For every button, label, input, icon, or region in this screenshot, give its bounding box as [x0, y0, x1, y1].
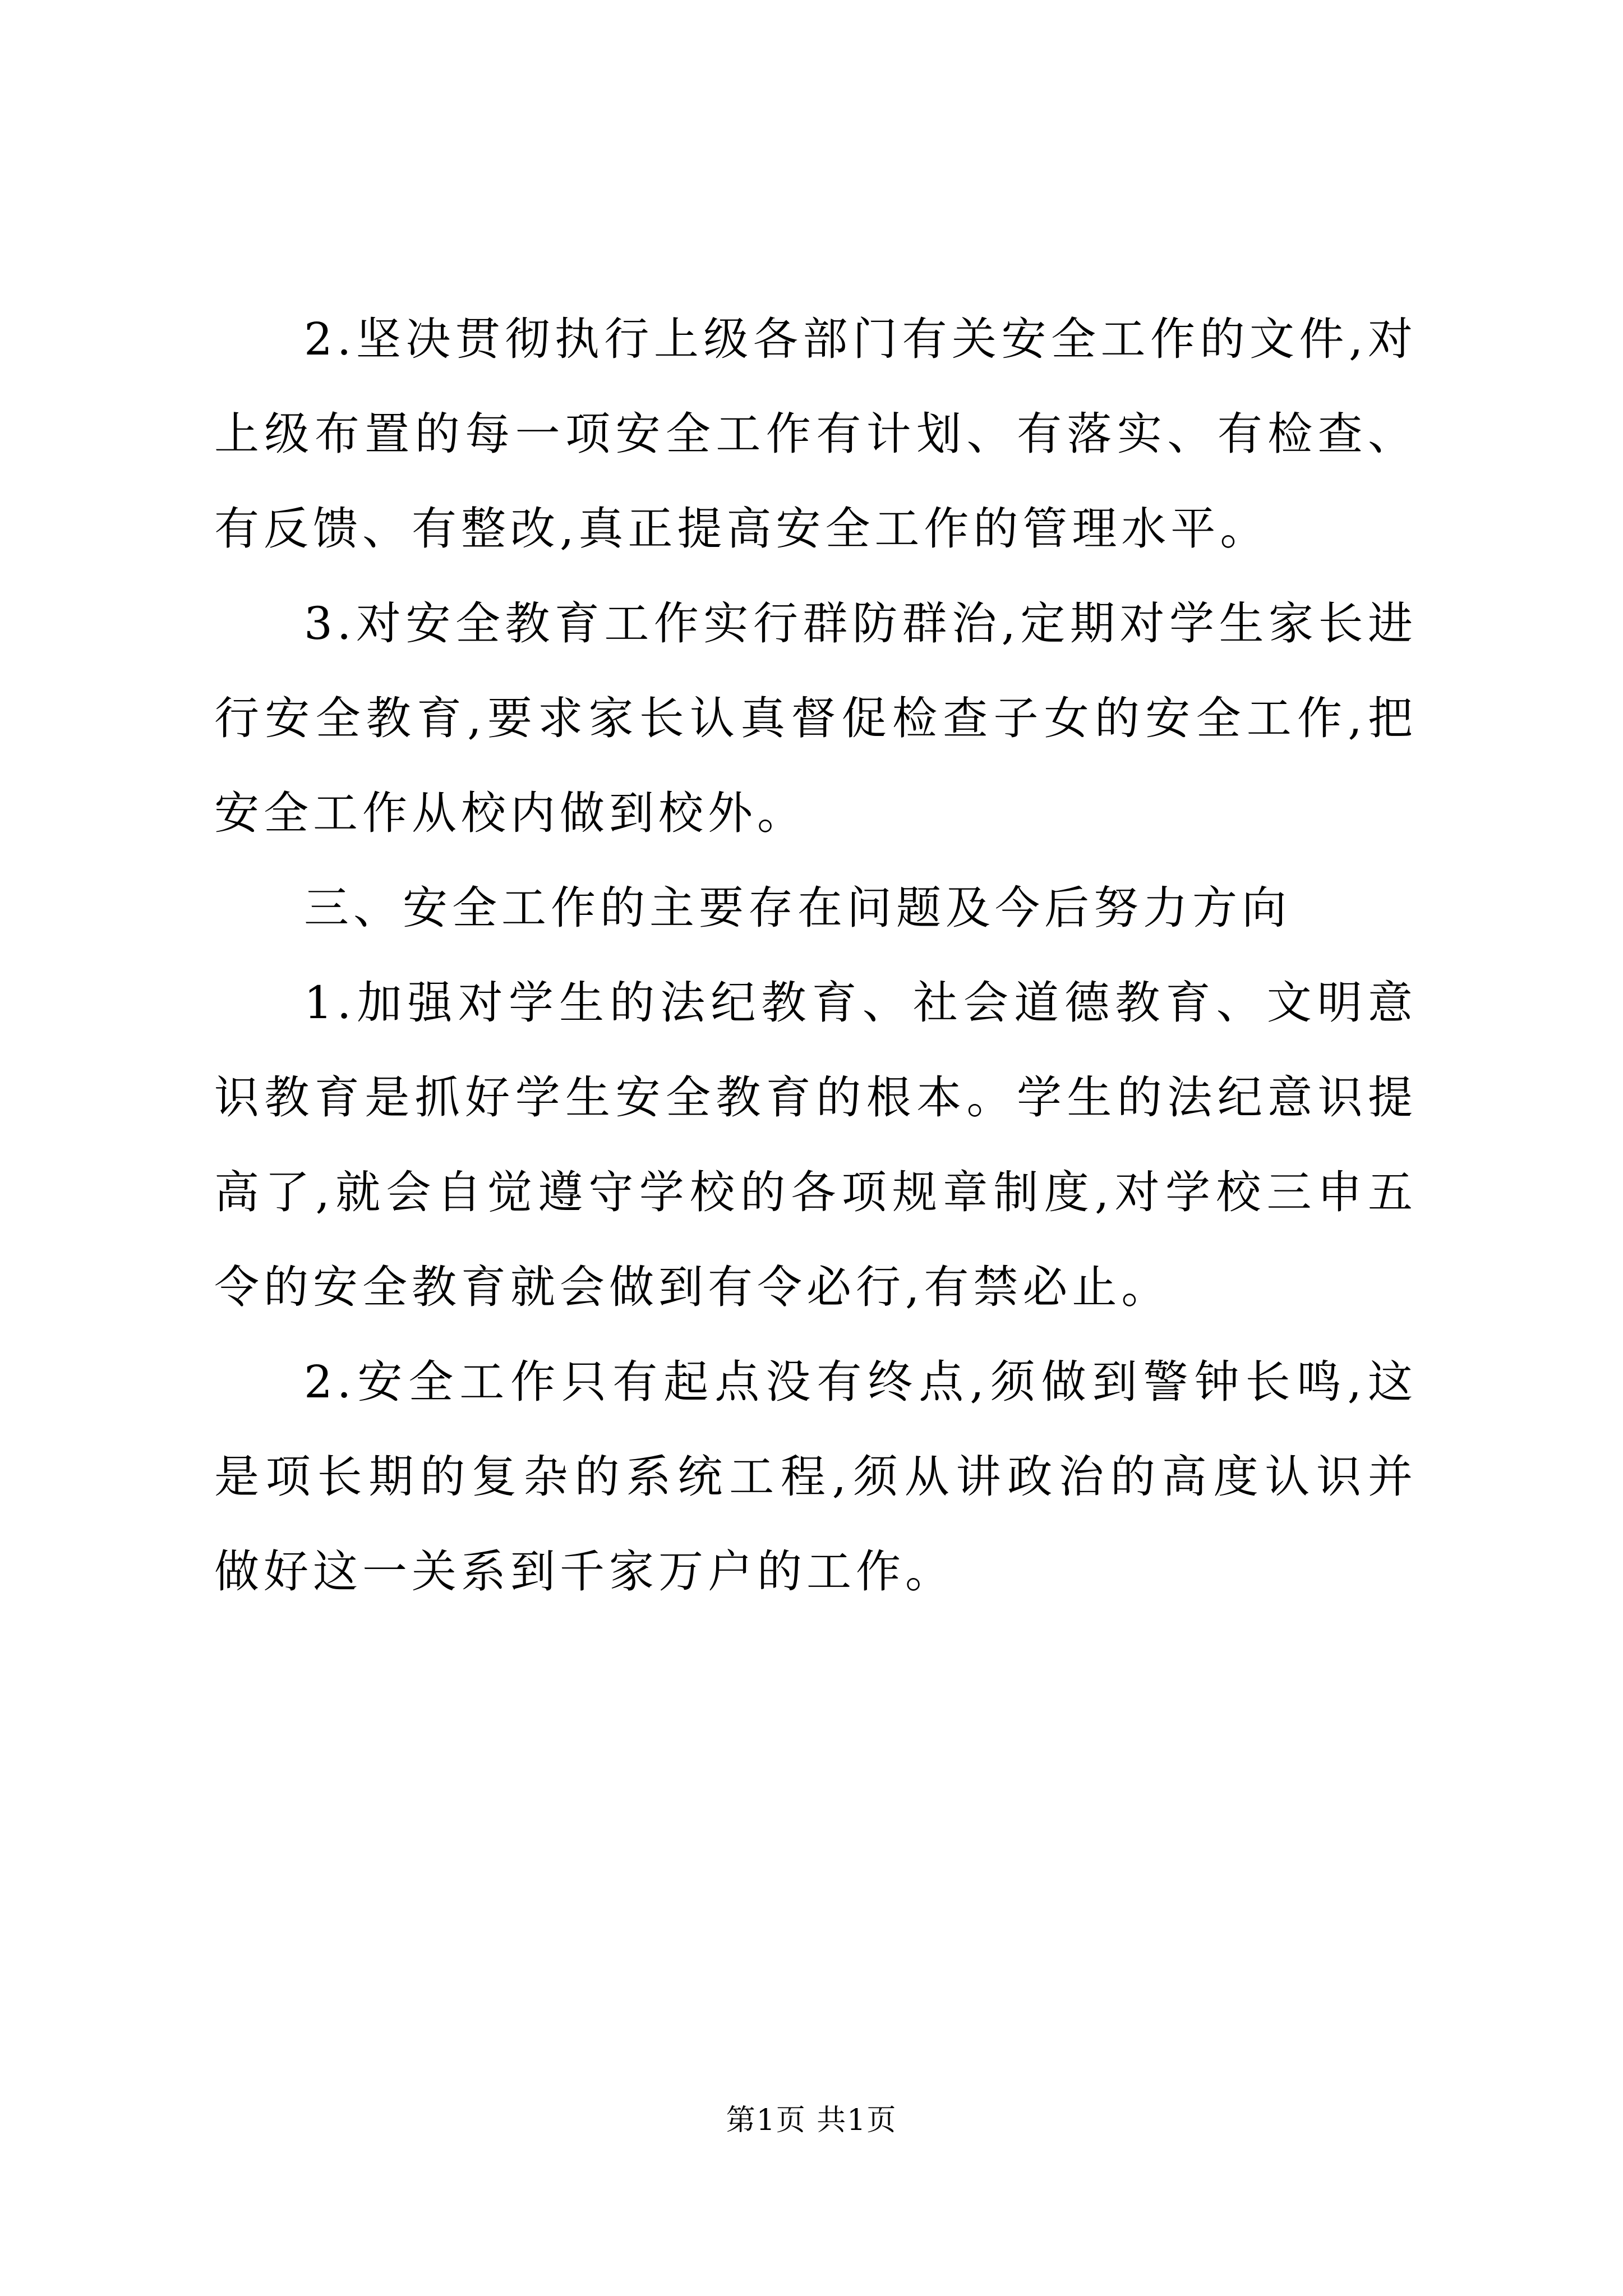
- paragraph-item-3: 3.对安全教育工作实行群防群治,定期对学生家长进行安全教育,要求家长认真督促检查子女的安全工作,把安全工作从校内做到校外。: [214, 597, 1417, 839]
- page-footer: 第1页 共1页: [726, 2104, 897, 2137]
- paragraph-item-1: 1.加强对学生的法纪教育、社会道德教育、文明意识教育是抓好学生安全教育的根本。学生的法纪意识提高了,就会自觉遵守学校的各项规章制度,对学校三申五令的安全教育就会做到有令必行,有禁必止。: [214, 977, 1417, 1313]
- paragraph-item-2b: 2.安全工作只有起点没有终点,须做到警钟长鸣,这是项长期的复杂的系统工程,须从讲政治的高度认识并做好这一关系到千家万户的工作。: [214, 1356, 1417, 1598]
- document-body: [214, 292, 1417, 1619]
- section-heading-3: 三、安全工作的主要存在问题及今后努力方向: [304, 882, 1291, 934]
- paragraph-item-2: 2.坚决贯彻执行上级各部门有关安全工作的文件,对上级布置的每一项安全工作有计划、有落实、有检查、有反馈、有整改,真正提高安全工作的管理水平。: [214, 313, 1417, 555]
